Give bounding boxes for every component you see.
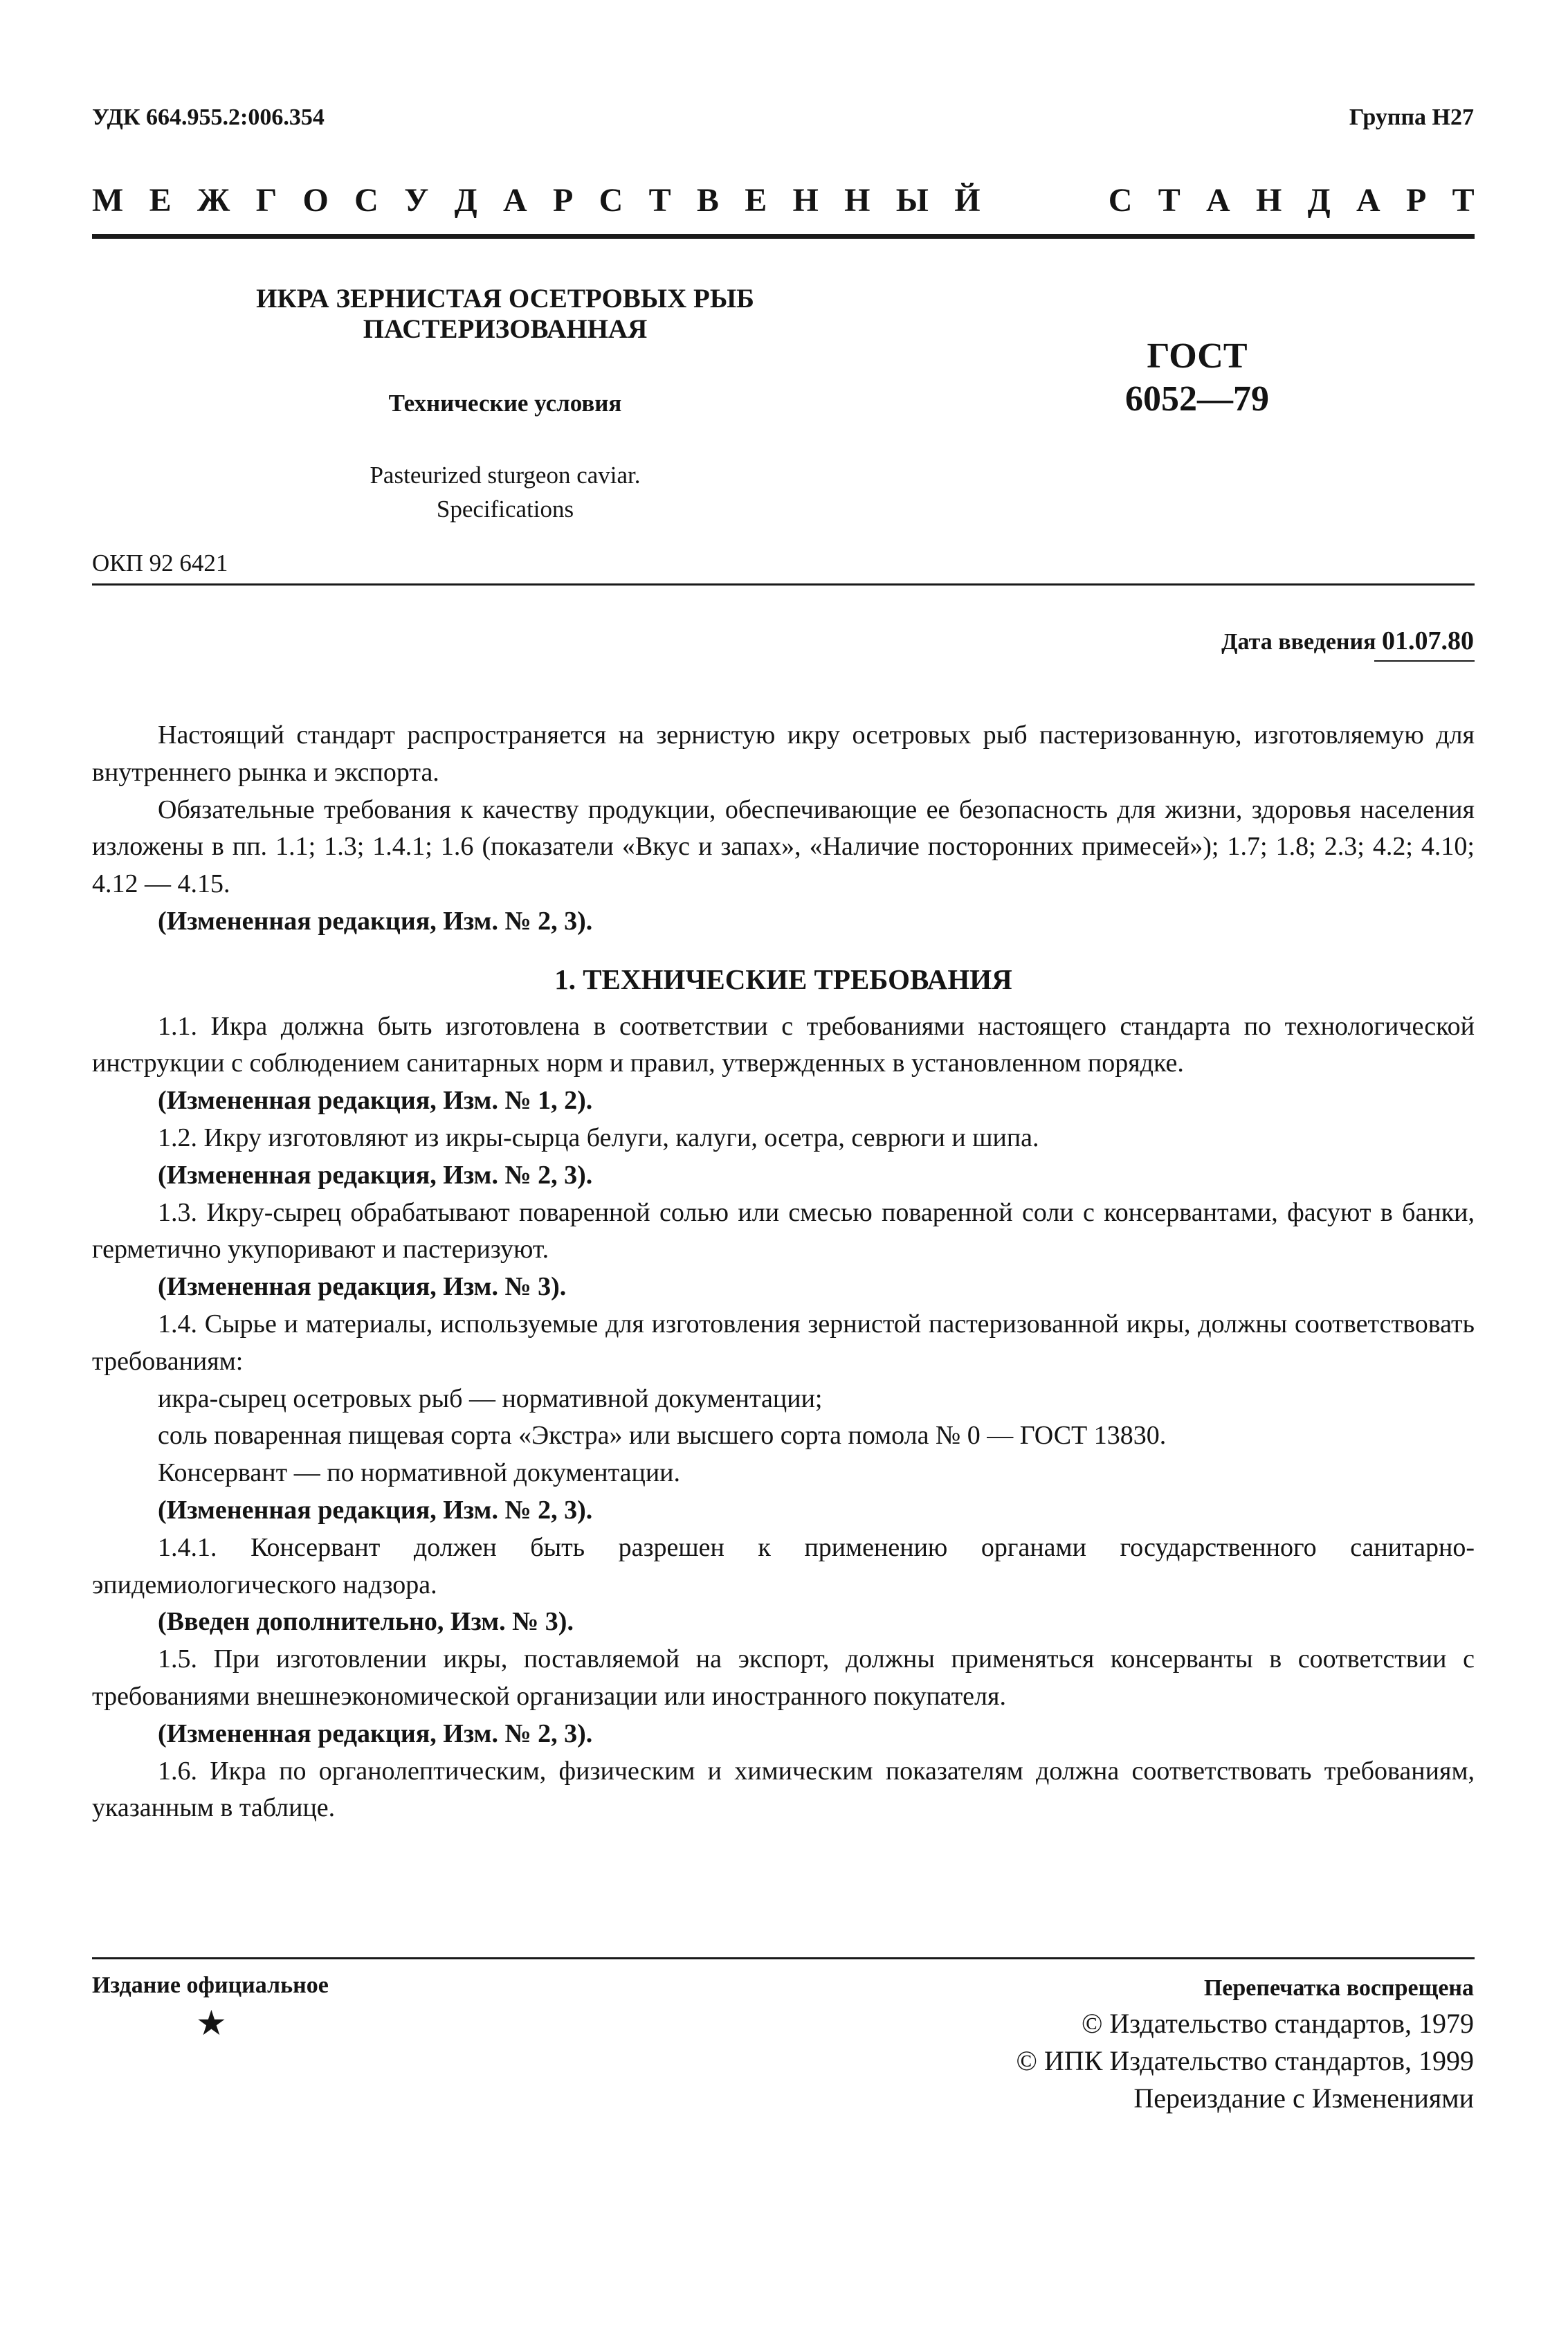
- gost-designation: [1107, 335, 1287, 421]
- gost-label: ГОСТ: [1147, 336, 1248, 376]
- document-subtitle: Технические условия: [388, 390, 622, 417]
- document-title-line1: ИКРА ЗЕРНИСТАЯ ОСЕТРОВЫХ РЫБ: [256, 284, 754, 314]
- banner-letter: Ы: [895, 182, 929, 219]
- amendment-note: (Измененная редакция, Изм. № 2, 3).: [158, 906, 593, 936]
- clause-paragraph: 1.2. Икру изготовляют из икры-сырца белуги, калуги, осетра, севрюги и шипа.: [158, 1123, 1039, 1152]
- banner-letter: Г: [255, 182, 277, 219]
- introduction-date: [1221, 627, 1474, 656]
- banner-letter: Ж: [197, 182, 230, 219]
- amendment-note: (Измененная редакция, Изм. № 2, 3).: [158, 1160, 593, 1190]
- banner-letter: М: [92, 182, 124, 219]
- date-underline: [1374, 660, 1475, 662]
- introduction-date-label: Дата введения: [1221, 629, 1376, 655]
- udk-code: УДК 664.955.2:006.354: [92, 105, 325, 130]
- amendment-note: (Измененная редакция, Изм. № 2, 3).: [158, 1718, 593, 1748]
- english-title: [228, 458, 782, 526]
- banner-letter: Д: [454, 182, 477, 219]
- amendment-note: (Измененная редакция, Изм. № 3).: [158, 1272, 567, 1302]
- amendment-note: (Введен дополнительно, Изм. № 3).: [158, 1607, 574, 1637]
- banner-letter: [1074, 181, 1082, 220]
- copyright-line: © Издательство стандартов, 1979: [1081, 2008, 1474, 2039]
- official-edition: Издание официальное: [92, 1972, 329, 1998]
- title-block: [228, 284, 782, 526]
- document-title-line2: ПАСТЕРИЗОВАННАЯ: [363, 314, 648, 344]
- publisher-info: [1017, 1972, 1474, 2117]
- banner-letter: Н: [1256, 182, 1282, 219]
- amendment-note: (Измененная редакция, Изм. № 1, 2).: [158, 1086, 593, 1116]
- banner-letter: С: [1108, 182, 1133, 219]
- banner-letter: С: [354, 182, 379, 219]
- banner-letter: Р: [1405, 182, 1427, 219]
- clause-list-item: соль поваренная пищевая сорта «Экстра» или высшего сорта помола № 0 — ГОСТ 13830.: [158, 1421, 1167, 1451]
- star-icon: ★: [196, 2004, 227, 2042]
- banner-letter: [1006, 181, 1014, 220]
- footer-rule: [92, 1957, 1475, 1959]
- banner-letter: Р: [552, 182, 574, 219]
- intro-paragraph: Настоящий стандарт распространяется на зернистую икру осетровых рыб пастеризованную, изготовляемую для внутреннего рынка и экспорта.: [92, 720, 1475, 787]
- banner-letter: Н: [844, 182, 870, 219]
- english-title-line1: Pasteurized sturgeon caviar.: [370, 462, 641, 489]
- banner-letter: Е: [149, 182, 172, 219]
- banner-letter: Т: [648, 182, 671, 219]
- reissue-notice: Переиздание с Изменениями: [1133, 2083, 1474, 2114]
- banner-letter: А: [1356, 182, 1380, 219]
- banner-letter: А: [1206, 182, 1230, 219]
- banner-letter: Й: [954, 182, 981, 219]
- banner-letter: О: [302, 182, 329, 219]
- banner-letter: С: [599, 182, 623, 219]
- banner-letter: [1040, 181, 1048, 220]
- reprint-notice: Перепечатка воспрещена: [1203, 1975, 1474, 2001]
- banner-letter: У: [404, 182, 429, 219]
- group-code: Группа Н27: [1349, 105, 1474, 130]
- banner-letter: Т: [1452, 182, 1475, 219]
- clause-paragraph: 1.3. Икру-сырец обрабатывают поваренной солью или смесью поваренной соли с консервантами, фасуют в банки, герметично укупоривают и пастеризуют.: [92, 1197, 1475, 1264]
- amendment-note: (Измененная редакция, Изм. № 2, 3).: [158, 1495, 593, 1525]
- copyright-line: © ИПК Издательство стандартов, 1999: [1016, 2045, 1474, 2076]
- header-rule: [92, 583, 1475, 586]
- document-body: [92, 717, 1475, 1827]
- standard-banner: [92, 181, 1475, 220]
- banner-letter: Е: [745, 182, 767, 219]
- clause-paragraph: 1.4. Сырье и материалы, используемые для изготовления зернистой пастеризованной икры, должны соответствовать требованиям:: [92, 1309, 1475, 1376]
- banner-letter: А: [503, 182, 527, 219]
- banner-rule: [92, 234, 1475, 239]
- banner-letter: Н: [792, 182, 819, 219]
- banner-letter: Д: [1307, 182, 1331, 219]
- banner-letter: Т: [1158, 182, 1180, 219]
- clause-paragraph: 1.4.1. Консервант должен быть разрешен к применению органами государственного санитарно-эпидемиологического надзора.: [92, 1532, 1475, 1599]
- clause-paragraph: 1.1. Икра должна быть изготовлена в соответствии с требованиями настоящего стандарта по технологической инструкции с соблюдением санитарных норм и правил, утвержденных в установленном порядке.: [92, 1011, 1475, 1078]
- banner-letter: В: [696, 182, 719, 219]
- introduction-date-value: 01.07.80: [1382, 626, 1474, 655]
- section-heading: 1. ТЕХНИЧЕСКИЕ ТРЕБОВАНИЯ: [554, 963, 1012, 995]
- clause-list-item: Консервант — по нормативной документации.: [158, 1458, 681, 1488]
- english-title-line2: Specifications: [436, 496, 574, 523]
- gost-number: 6052—79: [1125, 379, 1269, 419]
- okp-code: ОКП 92 6421: [92, 550, 228, 577]
- intro-paragraph: Обязательные требования к качеству продукции, обеспечивающие ее безопасность для жизни, здоровья населения изложены в пп. 1.1; 1.3; 1.4.1; 1.6 (показатели «Вкус и запах», «Наличие посторонних примесей»); 1.7; 1.8; 2.3; 4.2; 4.10; 4.12 — 4.15.: [92, 795, 1475, 899]
- clause-paragraph: 1.6. Икра по органолептическим, физическим и химическим показателям должна соответствовать требованиям, указанным в таблице.: [92, 1756, 1475, 1823]
- clause-list-item: икра-сырец осетровых рыб — нормативной документации;: [158, 1384, 823, 1413]
- clause-paragraph: 1.5. При изготовлении икры, поставляемой на экспорт, должны применяться консерванты в соответствии с требованиями внешнеэкономической организации или иностранного покупателя.: [92, 1644, 1475, 1711]
